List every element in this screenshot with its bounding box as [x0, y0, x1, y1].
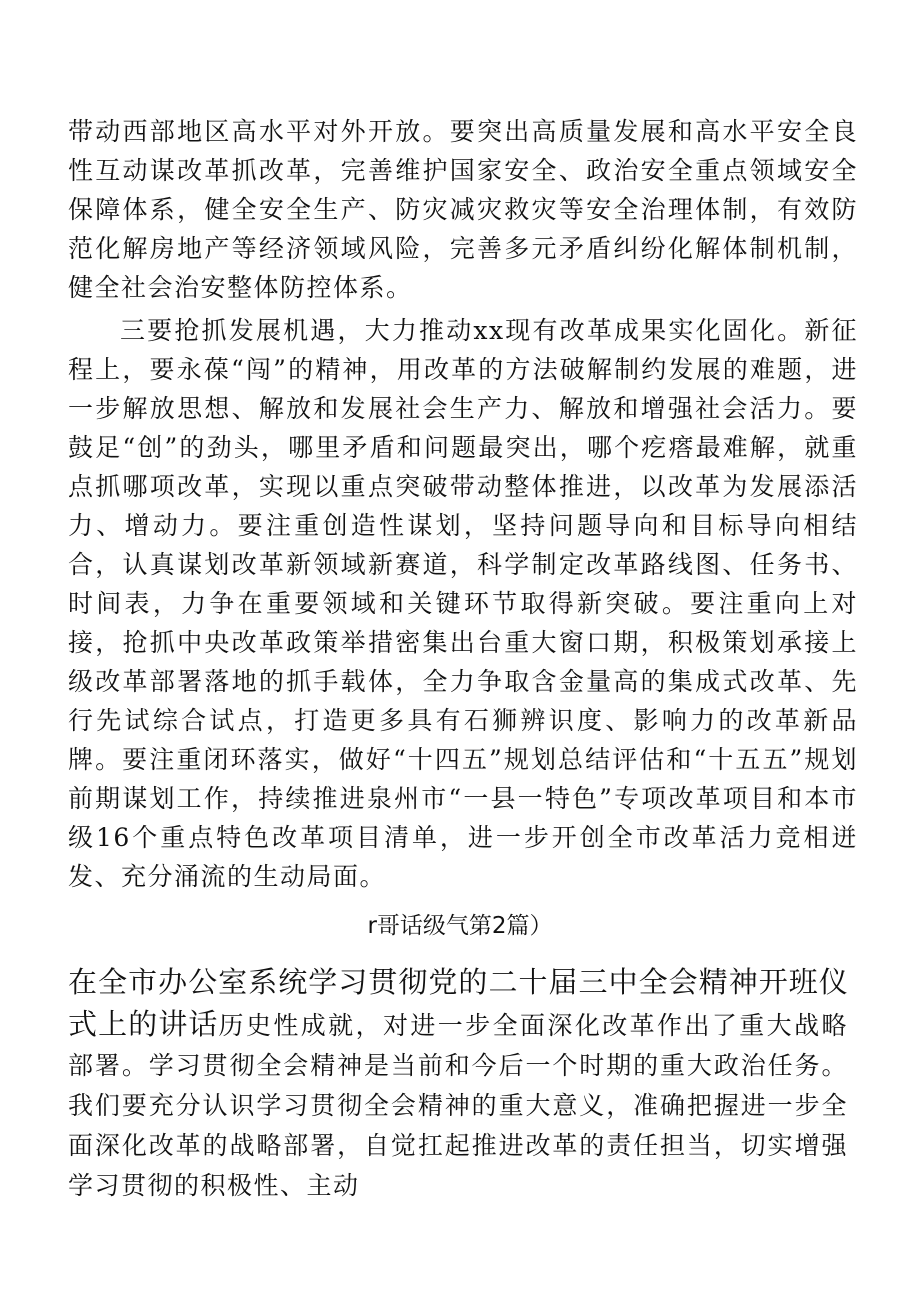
body-paragraph-security: 带动西部地区高水平对外开放。要突出高质量发展和高水平安全良性互动谋改革抓改革，完善维护国家安全、政治安全重点领域安全保障体系，健全安全生产、防灾减灾救灾等安全治理体制，有效防范化解房地产等经济领域风险，完善多元矛盾纠纷化解体制机制，健全社会治安整体防控体系。 — [68, 117, 858, 302]
speech-body-text: 历史性成就，对进一步全面深化改革作出了重大战略部署。学习贯彻全会精神是当前和今后一个时期的重大政治任务。我们要充分认识学习贯彻全会精神的重大意义，准确把握进一步全面深化改革的战略部署，自觉扛起推进改革的责任担当，切实增强学习贯彻的积极性、主动 — [68, 1011, 848, 1200]
speech-opening-paragraph — [68, 962, 848, 1206]
section-marker: r哥话级气第2篇） — [367, 913, 553, 939]
speech-title: 在全市办公室系统学习贯彻党的二十届三中全会精神开班仪式上的讲话 — [68, 965, 848, 1041]
body-paragraph-reform-opportunity: 三要抢抓发展机遇，大力推动xx现有改革成果实化固化。新征程上，要永葆“闯”的精神，用改革的方法破解制约发展的难题，进一步解放思想、解放和发展社会生产力、解放和增强社会活力。要鼓足“创”的劲头，哪里矛盾和问题最突出，哪个疙瘩最难解，就重点抓哪项改革，实现以重点突破带动整体推进，以改革为发展添活力、增动力。要注重创造性谋划，坚持问题导向和目标导向相结合，认真谋划改革新领域新赛道，科学制定改革路线图、任务书、时间表，力争在重要领域和关键环节取得新突破。要注重向上对接，抢抓中央改革政策举措密集出台重大窗口期，积极策划承接上级改革部署落地的抓手载体，全力争取含金量高的集成式改革、先行先试综合试点，打造更多具有石狮辨识度、影响力的改革新品牌。要注重闭环落实，做好“十四五”规划总结评估和“十五五”规划前期谋划工作，持续推进泉州市“一县一特色”专项改革项目和本市级16个重点特色改革项目清单，进一步开创全市改革活力竞相迸发、充分涌流的生动局面。 — [68, 316, 858, 891]
